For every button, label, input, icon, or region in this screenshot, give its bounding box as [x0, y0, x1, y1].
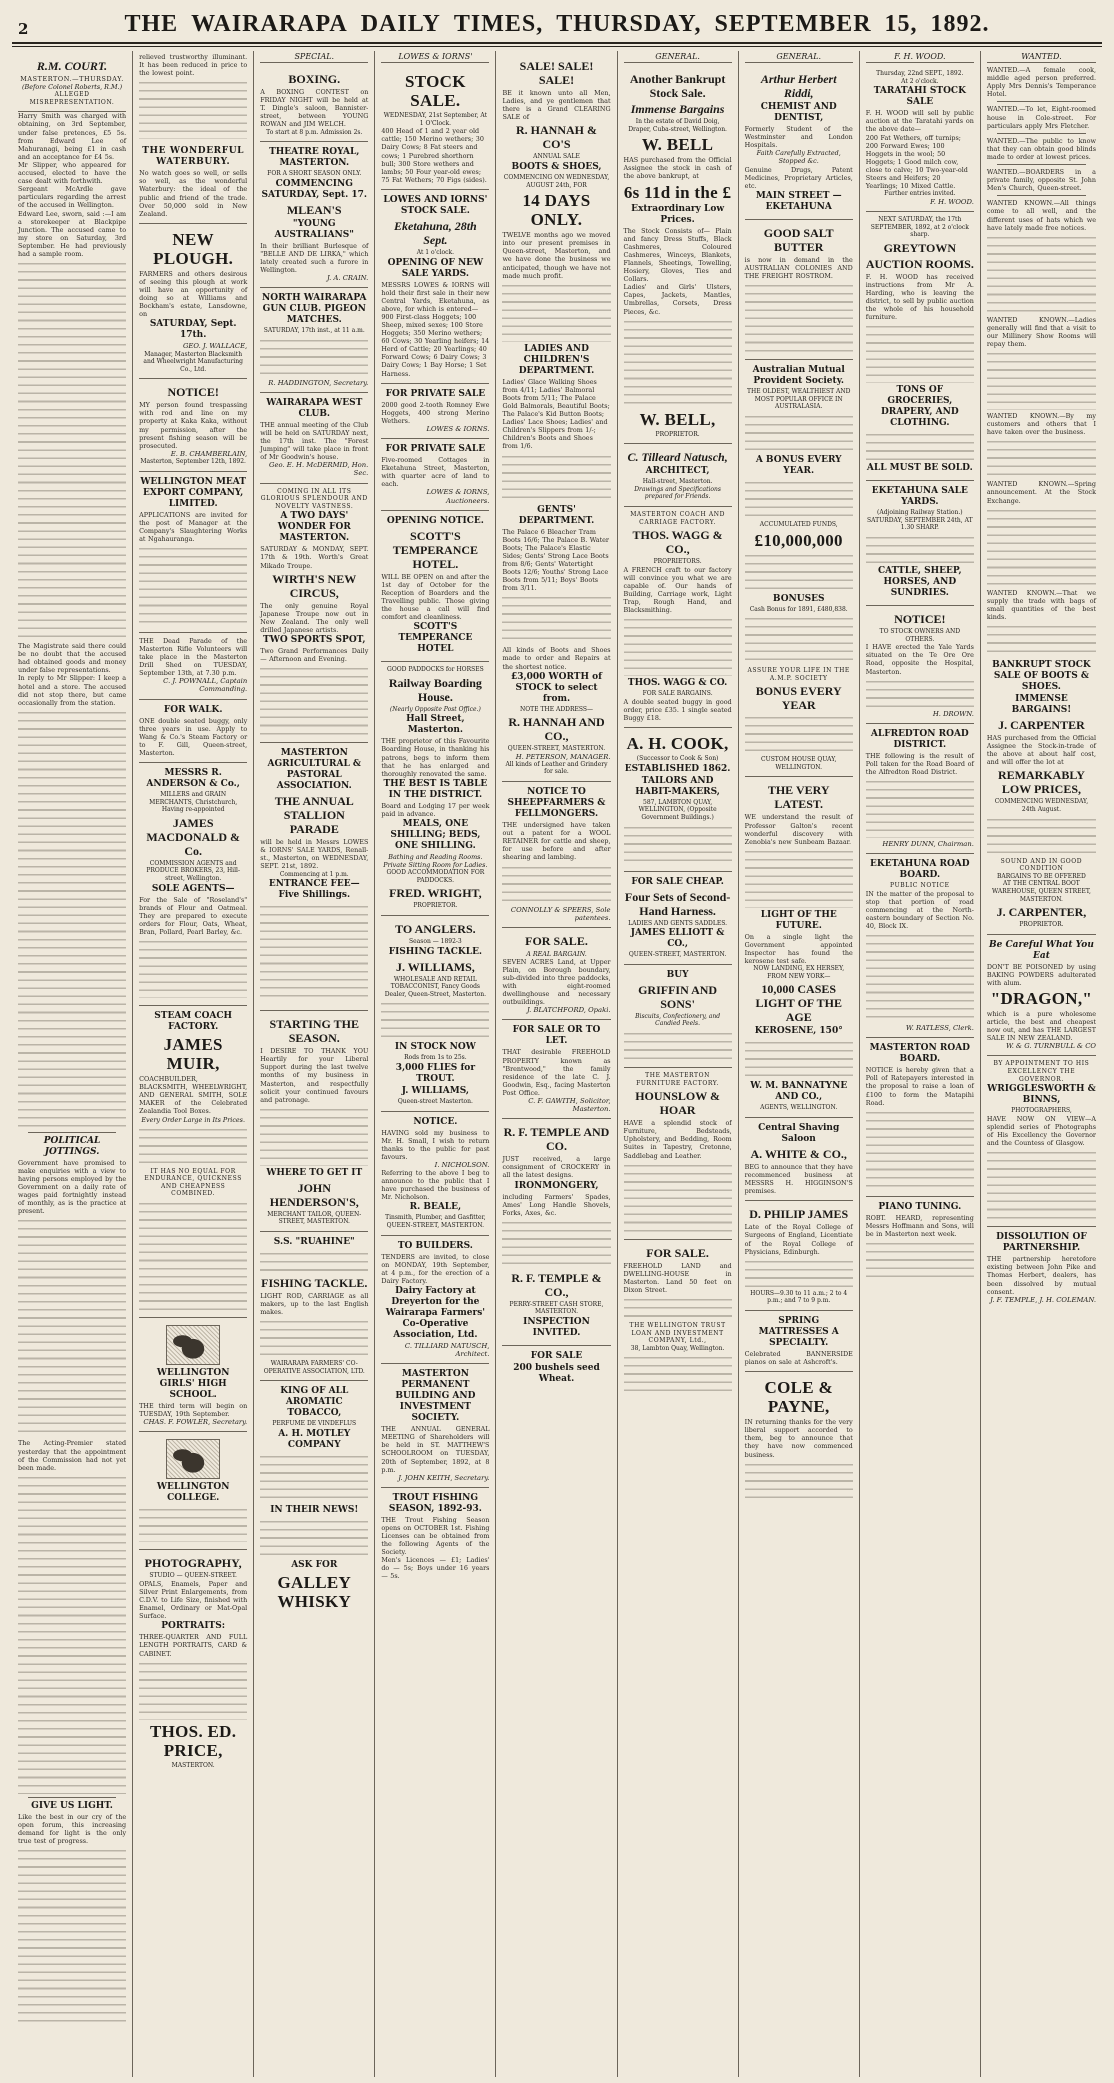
masthead: [12, 10, 1102, 44]
eketahuna-stock-sale-ad: LOWES AND IORNS' STOCK SALE. Eketahuna, 28th Sept. At 1 o'clock. OPENING OF NEW SALE YARDS. MESSRS LOWES & IORNS will hold their first sale in their new Central Yards, Eketahuna, as above, for which is entered— 900 First-class Hoggets; 100 Sheep, mixed sexes; 100 Store Hoggets; 350 Merino wethers; 60 Cows; 30 Yearling heifers; 14 Herd of Cattle; 20 Yearlings; 40 Forward Cows; 6 Dairy Cows; 3 Dairy Cows; 1 Bay Horse; 1 Set Harness.: [381, 190, 489, 384]
scotts-hotel-ad: OPENING NOTICE. SCOTT'S TEMPERANCE HOTEL. WILL BE OPEN on and after the 1st day of October for the Reception of Boarders and the Travelling public. Those giving the house a call will find comfort and cleanliness. SCOTT'S TEMPERANCE HOTEL: [381, 511, 489, 663]
tobacco-ad: KING OF ALL AROMATIC TOBACCO, PERFUME DE VINDEFLUS A. H. MOTLEY COMPANY IN THEIR NEWS! ASK FOR GALLEY WHISKY: [260, 1381, 368, 1618]
column-7: [739, 51, 860, 2077]
column-2: relieved trustworthy illuminant. It has been reduced in price to the lowest point. THE WONDERFUL WATERBURY. No watch goes so well, or sells so well, as the wonderful Waterbury: the ideal of the public and friend of the trade. Over 50,000 sold in New Zealand. NEW PLOUGH. FARMERS and others desirous of seeing this plough at work will have an opportunity of doing so at Williams and Bockham's estate, Lansdowne, on SATURDAY, Sept. 17th. GEO. J. WALLACE, Manager, Masterton Blacksmith and Wheelwright Manufacturing Co., Ltd. NOTICE! MY person found trespassing with rod and line on my property at Kaka Kaka, without my permission, after the present fishing season will be prosecuted. E. B. CHAMBERLAIN, Masterton, September 12th, 1892. WELLINGTON MEAT EXPORT COMPANY, LIMITED. APPLICATIONS are invited for the post of Manager at the Company's Slaughtering Works at Ngahauranga. THE Dead Parade of the Masterton Rifle Volunteers will take place in the Masterton Drill Shed on TUESDAY, September 13th, at 7.30 p.m. C. J. POWNALL, Captain Commanding. FOR WALK. ONE double seated buggy, only three years in use. Apply to Wang & Co.'s Steam Factory or to F. Gill, Queen-street, Masterton. MESSRS R. ANDERSON & Co., MILLERS and GRAIN MERCHANTS, Christchurch, Having re-appointed JAMES MACDONALD & Co. COMMISSION AGENTS and PRODUCE BROKERS, 23, Hill-street, Wellington. SOLE AGENTS— For the Sale of "Roseland's" brands of Flour and Oatmeal. They are prepared to execute orders for Flour, Oats, Wheat, Bran, Pollard, Pearl Barley, &c. STEAM COACH FACTORY. JAMES MUIR, COACHBUILDER, BLACKSMITH, WHEELWRIGHT, AND GENERAL SMITH, SOLE MAKER of the Celebrated Zealandia Tool Boxes. Every Order Large in Its Prices. IT HAS NO EQUAL FOR ENDURANCE, QUICKNESS AND CHEAPNESS COMBINED. WELLINGTON GIRLS' HIGH SCHOOL. THE third term will begin on TUESDAY, 19th September. CHAS. F. FOWLER, Secretary. WELLINGTON COLLEGE. PHOTOGRAPHY, STUDIO — QUEEN-STREET. OPALS, Enamels, Paper and Silver Print Enlargements, from C.D.V. to Life Size, finished with Enamel, Ordinary or Mat-Opal Surface. PORTRAITS: THREE-QUARTER AND FULL LENGTH PORTRAITS, CARD & CABINET. THOS. ED. PRICE, MASTERTON.: [133, 51, 254, 2077]
column-9: [981, 51, 1102, 2077]
meat-export-ad: WELLINGTON MEAT EXPORT COMPANY, LIMITED. APPLICATIONS are invited for the post of Manager at the Company's Slaughtering Works at Ngahauranga.: [139, 472, 247, 633]
give-us-light-title: GIVE US LIGHT.: [31, 1800, 113, 1811]
column-heading: SPECIAL.: [260, 53, 368, 63]
bankrupt-stock-ad: Another Bankrupt Stock Sale. Immense Bargains In the estate of David Doig, Draper, Cuba-street, Wellington. W. BELL HAS purchased from the Official Assignee the stock in cash of the above bankrupt, at 6s 11d in the £ Extraordinary Low Prices. The Stock Consists of— Plain and fancy Dress Stuffs, Black Cashmeres, Coloured Cashmeres, Winceys, Blankets, Flannels, Sheetings, Towelling, Hosiery, Gloves, Ties and Collars. Ladies' and Girls' Ulsters, Capes, Jackets, Mantles, Umbrellas, Corsets, Dress Pieces, &c. W. BELL, PROPRIETOR.: [624, 66, 732, 444]
wanted-notice: WANTED KNOWN.—By my customers and others that I have taken over the business.: [986, 412, 1096, 437]
trespass-notice: NOTICE! MY person found trespassing with rod and line on my property at Kaka Kaka, without my permission, after the present fishing season will be prosecuted. E. B. CHAMBERLAIN, Masterton, September 12th, 1892.: [139, 379, 247, 471]
nicholson-notice: NOTICE. HAVING sold my business to Mr. H. Small, I wish to return thanks to the public for past favours. I. NICHOLSON. Referring to the above I beg to announce to the public that I have purchased the business of Mr. Nicholson. R. BEALE, Tinsmith, Plumber, and Gasfitter, QUEEN-STREET, MASTERTON.: [381, 1112, 489, 1236]
column-1: R.M. COURT. MASTERTON.—THURSDAY. (Before Colonel Roberts, R.M.) ALLEGED MISREPRESENTATION. Harry Smith was charged with obtaining, on 3rd September, under false pretences, £5 5s. from Edward Lee of Mahuranagi, being £1 in cash and an acceptance for £4 5s. Mr Slipper, who appeared for accused, elected to have the case dealt with forthwith. Sergeant McArdle gave particulars regarding the arrest of the accused in Wellington. Edward Lee, sworn, said :—I am a storekeeper at Blackpipe Junction. The accused came to my store on Saturday, 3rd September. He had previously had a sample room. The Magistrate said there could be no doubt that the accused had obtained goods and money under false representations. In reply to Mr Slipper: I keep a hotel and a store. The accused did not stop there, but came occasionally from the station. POLITICAL JOTTINGS. Government have promised to make enquiries with a view to having persons employed by the Government on a daily rate of wages paid fortnightly instead of monthly, as is the practice at present. The Acting-Premier stated yesterday that the appointment of the Commission had not yet been made. GIVE US LIGHT. Like the best in our cry of the open forum, this increasing demand for light is the only true test of progress.: [12, 51, 133, 2077]
columns: [12, 51, 1102, 2077]
piano-tuning-ad: PIANO TUNING. ROBT. HEARD, representing Messrs Hoffmann and Sons, will be in Masterton next week.: [866, 1197, 974, 1287]
political-jottings-title: POLITICAL JOTTINGS.: [43, 1135, 101, 1157]
stallion-parade-ad: MASTERTON AGRICULTURAL & PASTORAL ASSOCIATION. THE ANNUAL STALLION PARADE will be held in Messrs LOWES & IORNS' SALE YARDS, Renall-st., Masterton, on WEDNESDAY, SEPT. 21st, 1892. Commencing at 1 p.m. ENTRANCE FEE—Five Shillings.: [260, 743, 368, 1011]
cook-tailors-ad: A. H. COOK, (Successor to Cook & Son) ESTABLISHED 1862. TAILORS AND HABIT-MAKERS, 587, LAMBTON QUAY, WELLINGTON, (Opposite Government Buildings.): [624, 728, 732, 871]
anglers-ad: TO ANGLERS. Season — 1892-3 FISHING TACKLE. J. WILLIAMS, WHOLESALE AND RETAIL TOBACCONIST, Fancy Goods Dealer, Queen-Street, Masterton. IN STOCK NOW Rods from 1s to 25s. 3,000 FLIES for TROUT. J. WILLIAMS, Queen-street Masterton.: [381, 916, 489, 1112]
shaving-saloon-ad: Central Shaving Saloon A. WHITE & CO., BEG to announce that they have recommenced business at MESSRS H. HIGGINSON'S premises.: [745, 1118, 853, 1201]
for-walk-ad: FOR WALK. ONE double seated buggy, only three years in use. Apply to Wang & Co.'s Steam Factory or to F. Gill, Queen-street, Masterton.: [139, 700, 247, 763]
greytown-auction-ad: NEXT SATURDAY, the 17th SEPTEMBER, 1892, at 2 o'clock sharp. GREYTOWN AUCTION ROOMS. F. H. WOOD has received instructions from Mr A. Harding, who is leaving the district, to sell by public auction the whole of his household furniture. TONS OF GROCERIES, DRAPERY, AND CLOTHING. ALL MUST BE SOLD.: [866, 212, 974, 481]
crest-image: [166, 1439, 220, 1479]
girls-high-school-ad: WELLINGTON GIRLS' HIGH SCHOOL. THE third term will begin on TUESDAY, 19th September. CHAS. F. FOWLER, Secretary.: [139, 1318, 247, 1432]
court-paragraph: Harry Smith was charged with obtaining, on 3rd September, under false pretences, £5 5s. from Edward Lee of Mahuranagi, being £1 in cash and an acceptance for £4 5s.: [18, 112, 127, 161]
court-report: R.M. COURT. MASTERTON.—THURSDAY. (Before Colonel Roberts, R.M.) ALLEGED MISREPRESENTATION.: [18, 53, 126, 112]
new-plough-ad: NEW PLOUGH. FARMERS and others desirous of seeing this plough at work will have an opportunity of doing so at Williams and Bockham's estate, Lansdowne, on SATURDAY, Sept. 17th. GEO. J. WALLACE, Manager, Masterton Blacksmith and Wheelwright Manufacturing Co., Ltd.: [139, 224, 247, 379]
page-number: 2: [18, 20, 29, 38]
wanted-notice: WANTED.—The public to know that they can obtain good blinds made to order at lowest prices.: [986, 136, 1096, 161]
seed-wheat-ad: FOR SALE 200 bushels seed Wheat.: [513, 1350, 600, 1384]
carpenter-bankrupt-ad: BANKRUPT STOCK SALE OF BOOTS & SHOES. IMMENSE BARGAINS! J. CARPENTER HAS purchased from the Official Assignee the Stock-in-trade of the above at about half cost, and will offer the lot at REMARKABLY LOW PRICES, COMMENCING WEDNESDAY, 24th August. SOUND AND IN GOOD CONDITION BARGAINS TO BE OFFERED AT THE CENTRAL BOOT WAREHOUSE, QUEEN STREET, MASTERTON. J. CARPENTER, PROPRIETOR.: [987, 655, 1096, 935]
column-heading: GENERAL.: [624, 53, 732, 63]
circus-ad: COMING IN ALL ITS GLORIOUS SPLENDOUR AND NOVELTY VASTNESS. A TWO DAYS' WONDER FOR MASTERTON. SATURDAY & MONDAY, SEPT. 17th & 19th. Worth's Great Mikado Troupe. WIRTH'S NEW CIRCUS, The only genuine Royal Japanese Troupe now out in New Zealand. The only well drilled Japanese artists. TWO SPORTS SPOT, Two Grand Performances Daily — Afternoon and Evening.: [260, 484, 368, 744]
steam-coach-ad: STEAM COACH FACTORY. JAMES MUIR, COACHBUILDER, BLACKSMITH, WHEELWRIGHT, AND GENERAL SMITH, SOLE MAKER of the Celebrated Zealandia Tool Boxes. Every Order Large in Its Prices. IT HAS NO EQUAL FOR ENDURANCE, QUICKNESS AND CHEAPNESS COMBINED.: [139, 1006, 247, 1318]
salt-butter-ad: GOOD SALT BUTTER is now in demand in the AUSTRALIAN COLONIES AND THE FREIGHT ROSTROM.: [745, 220, 853, 360]
photography-ad: PHOTOGRAPHY, STUDIO — QUEEN-STREET. OPALS, Enamels, Paper and Silver Print Enlargements, from C.D.V. to Life Size, finished with Enamel, Ordinary or Mat-Opal Surface. PORTRAITS: THREE-QUARTER AND FULL LENGTH PORTRAITS, CARD & CABINET. THOS. ED. PRICE, MASTERTON.: [139, 1556, 248, 1769]
theatre-royal-ad: THEATRE ROYAL, MASTERTON. FOR A SHORT SEASON ONLY. COMMENCING SATURDAY, Sept. 17. MLEAN'S "YOUNG AUSTRALIANS" In their brilliant Burlesque of "BELLE AND DE LIRKA," which lately created such a furore in Wellington. J. A. CRAIN.: [260, 142, 368, 288]
wanted-notice: WANTED KNOWN.—Ladies generally will find that a visit to our Millinery Show Rooms will repay them.: [986, 315, 1096, 348]
wanted-notice: WANTED.—A female cook, middle aged person preferred. Apply Mrs Dennis's Temperance Hotel.: [986, 66, 1096, 99]
trout-fishing-ad: TROUT FISHING SEASON, 1892-93. THE Trout Fishing Season opens on OCTOBER 1st. Fishing Licenses can be obtained from the following Agents of the Society. Men's Licences — £1; Ladies' do — 5s; Boys under 16 years — 5s.: [381, 1492, 490, 1581]
column-4: [375, 51, 496, 2077]
column-8: [860, 51, 981, 2077]
private-sale-ad-2: FOR PRIVATE SALE Five-roomed Cottages in Eketahuna Street, Masterton, with quarter acre of land to each. LOWES & IORNS, Auctioneers.: [381, 439, 489, 511]
kerosene-ad: THE VERY LATEST. WE understand the result of Professor Galton's recent wonderful discovery with Zenobia's new Sunbeam Bazaar. LIGHT OF THE FUTURE. On a single light the Government appointed Inspector has found the kerosene test safe. NOW LANDING, EX HERSEY, FROM NEW YORK— 10,000 CASES LIGHT OF THE AGE KEROSENE, 150° W. M. BANNATYNE AND CO., AGENTS, WELLINGTON.: [745, 777, 853, 1118]
land-for-sale-ad: FOR SALE. A REAL BARGAIN. SEVEN ACRES Land, at Upper Plain, on Borough boundary, sub-divided into three paddocks, with eight-roomed dwellinghouse and necessary outbuildings. J. BLATCHFORD, Opaki.: [502, 928, 610, 1021]
wanted-notice: WANTED KNOWN.—Spring announcement. At the Stock Exchange.: [986, 480, 1096, 505]
sheepfarmers-notice: NOTICE TO SHEEPFARMERS & FELLMONGERS. THE undersigned have taken out a patent for a WOOL RETAINER for cattle and sheep, for use before and after shearing and lambing. CONNOLLY & SPEERS, Sole patentees.: [502, 782, 610, 928]
column-heading: LOWES & IORNS': [381, 53, 489, 63]
photographers-ad: BY APPOINTMENT TO HIS EXCELLENCY THE GOVERNOR. WRIGGLESWORTH & BINNS, PHOTOGRAPHERS, HAVE NOW ON VIEW—A splendid series of Photographs of His Excellency the Governor and the Countess of Glasgow.: [987, 1056, 1096, 1227]
spring-mattresses-ad: SPRING MATTRESSES A SPECIALTY. Celebrated BANNERSIDE pianos on sale at Ashcroft's.: [745, 1311, 853, 1372]
harness-sale-ad: FOR SALE CHEAP. Four Sets of Second-Hand Harness. LADIES AND GENTS SADDLES. JAMES ELLIOTT & CO., QUEEN-STREET, MASTERTON.: [624, 872, 732, 965]
column-3: [254, 51, 375, 2077]
coach-factory-ad: MASTERTON COACH AND CARRIAGE FACTORY. THOS. WAGG & CO., PROPRIETORS. A FRENCH craft to our factory will convince you what we are capable of. Our hands of Building, Carriage work, Light Trap, Rough Hand, and Blacksmithing. THOS. WAGG & CO. FOR SALE BARGAINS. A double seated buggy in good order, price £35. 1 single seated Buggy £18.: [624, 507, 732, 728]
west-club-ad: WAIRARAPA WEST CLUB. THE annual meeting of the Club will be held on SATURDAY next, the 17th inst. The "Forest Jumping" will take place in front of Mr Goodwin's house. Geo. E. H. McDERMID, Hon. Sec.: [260, 393, 368, 484]
private-sale-ad: FOR PRIVATE SALE 2000 good 2-tooth Romney Ewe Hoggets, 400 strong Merino Wethers. LOWES & IORNS.: [381, 384, 489, 439]
alfredton-poll-notice: ALFREDTON ROAD DISTRICT. THE following is the result of Poll taken for the Road Board of the Alfredton Road District. HENRY DUNN, Chairman.: [866, 724, 974, 854]
masterton-road-board-notice: MASTERTON ROAD BOARD. NOTICE is hereby given that a Poll of Ratepayers interested in the proposal to raise a loan of £100 to form the Matapihi Road.: [866, 1038, 974, 1196]
wanted-notice: WANTED KNOWN.—That we supply the trade with bags of small quantities of the best kinds.: [986, 588, 1096, 621]
freehold-sale-ad: FOR SALE. FREEHOLD LAND and DWELLING-HOUSE in Masterton. Land 50 feet on Dixon Street. THE WELLINGTON TRUST LOAN AND INVESTMENT COMPANY, Ltd., 38, Lambton Quay, Wellington.: [624, 1240, 732, 1402]
cole-payne-ad: COLE & PAYNE, IN returning thanks for the very liberal support accorded to them, beg to announce that they have now commenced business.: [745, 1372, 853, 1507]
riddi-chemist-ad: Arthur Herbert Riddi, CHEMIST AND DENTIST, Formerly Student of the Westminster and London Hospitals. Faith Carefully Extracted, Stopped &c. Genuine Drugs, Patent Medicines, Proprietary Articles, etc. MAIN STREET — EKETAHUNA: [745, 66, 853, 220]
rifle-volunteers-notice: THE Dead Parade of the Masterton Rifle Volunteers will take place in the Masterton Drill Shed on TUESDAY, September 13th, at 7.30 p.m. C. J. POWNALL, Captain Commanding.: [139, 633, 247, 700]
wanted-notice: WANTED KNOWN.—All things come to all well, and the different uses of hats which we have lately made free notices.: [986, 199, 1096, 232]
waterbury-ad: THE WONDERFUL WATERBURY. No watch goes so well, or sells so well, as the wonderful Waterbury: the ideal of the public and friend of the trade. Over 50,000 sold in New Zealand.: [139, 141, 247, 224]
macdonald-ad: MESSRS R. ANDERSON & Co., MILLERS and GRAIN MERCHANTS, Christchurch, Having re-appointed JAMES MACDONALD & Co. COMMISSION AGENTS and PRODUCE BROKERS, 23, Hill-street, Wellington. SOLE AGENTS— For the Sale of "Roseland's" brands of Flour and Oatmeal. They are prepared to execute orders for Flour, Oats, Wheat, Bran, Pollard, Pearl Barley, &c.: [139, 763, 247, 1006]
hannah-sale-ad: SALE! SALE! SALE! BE it known unto all Men, Ladies, and ye gentlemen that there is a Grand CLEARING SALE of R. HANNAH & CO'S ANNUAL SALE BOOTS & SHOES, COMMENCING ON WEDNESDAY, AUGUST 24th, FOR 14 DAYS ONLY. TWELVE months ago we moved into our present premises in Queen-street, Masterton, and we have done the business we anticipated, though we have not made much profit. LADIES AND CHILDREN'S DEPARTMENT. Ladies' Glace Walking Shoes from 4/11; Ladies' Balmoral Boots from 5/11; The Palace Gold Balmorals, Beautiful Boots; The Palace's Kid Button Boots; Ladies' Lace Shoes; Ladies' and Children's Slippers from 1/-; Children's Boots and Shoes from 1/6. GENTS' DEPARTMENT. The Palace 6 Bleacher Tram Boots 16/6; The Palace B. Water Boots; The Palace's Elastic Sides; Gents' Strong Lace Boots from 8/6; Gents' Watertight Boots 12/6; Youths' Strong Lace Boots from 5/11; Boys' Boots from 3/11. All kinds of Boots and Shoes made to order and Repairs at the shortest notice. £3,000 WORTH of STOCK to select from. NOTE THE ADDRESS— R. HANNAH AND CO., QUEEN-STREET, MASTERTON. H. PETERSON, MANAGER. All kinds of Leather and Grindery for sale.: [502, 53, 610, 782]
railway-boarding-house-ad: GOOD PADDOCKS for HORSES Railway Boarding House. (Nearly Opposite Post Office.) Hall Street, Masterton. THE proprietor of this Favourite Boarding House, in thanking his patrons, begs to inform them that he has enlarged and thoroughly renovated the same. THE BEST IS TABLE IN THE DISTRICT. Board and Lodging 17 per week paid in advance. MEALS, ONE SHILLING; BEDS, ONE SHILLING. Bathing and Reading Rooms. Private Sitting Room for Ladies. GOOD ACCOMMODATION FOR PADDOCKS. FRED. WRIGHT, PROPRIETOR.: [381, 662, 489, 916]
column-6: [618, 51, 739, 2077]
griffin-biscuits-ad: BUY GRIFFIN AND SONS' Biscuits, Confectionery, and Candied Peels.: [624, 965, 732, 1068]
column-heading: GENERAL.: [745, 53, 853, 63]
dr-james-ad: D. PHILIP JAMES Late of the Royal College of Surgeons of England, Licentiate of the Royal College of Physicians, Edinburgh. HOURS—9.30 to 11 a.m.; 2 to 4 p.m.; and 7 to 9 p.m.: [745, 1201, 853, 1311]
ruahine-ad: S.S. "RUAHINE" FISHING TACKLE. LIGHT ROD, CARRIAGE as all makers, up to the last English makes. WAIRARAPA FARMERS' CO-OPERATIVE ASSOCIATION, LTD.: [260, 1232, 368, 1381]
wanted-notice: WANTED.—To let, Eight-roomed house in Cole-street. For particulars apply Mrs Fletcher.: [986, 105, 1096, 130]
stock-owners-notice: NOTICE! TO STOCK OWNERS AND OTHERS. I HAVE erected the Yale Yards situated on the Te Ore Ore Road, opposite the Hospital, Masterton. H. DROWN.: [866, 606, 974, 724]
builders-tender-ad: TO BUILDERS. TENDERS are invited, to close on MONDAY, 19th September, at 4 p.m., for the erection of a Dairy Factory. Dairy Factory at Dreyerton for the Wairarapa Farmers' Co-Operative Association, Ltd. C. TILLIARD NATUSCH, Architect.: [381, 1236, 489, 1365]
dragon-baking-powder-ad: Be Careful What You Eat DON'T BE POISONED by using BAKING POWDERS adulterated with alum. "DRAGON," which is a pure wholesome article, the best and cheapest now out, and has THE LARGEST SALE IN NEW ZEALAND. W. & G. TURNBULL & CO: [987, 935, 1096, 1057]
stock-sale-ad: STOCK SALE. WEDNESDAY, 21st September, At 1 O'Clock. 400 Head of 1 and 2 year old cattle; 150 Merino wethers; 30 Dairy Cows; 8 Fat steers and cows; 1 Purebred shorthorn bull; 300 Store wethers and lambs; 50 Four year-old ewes; 75 Fat Wethers; 70 Figs (sides).: [381, 66, 489, 190]
column-heading: F. H. WOOD.: [866, 53, 974, 63]
furniture-factory-ad: THE MASTERTON FURNITURE FACTORY. HOUNSLOW & HOAR HAVE a splendid stock of Furniture, Bedsteads, Upholstery, and Bedding, Room Suites in Tapestry, Cretonne, Saddlebag and Leather.: [624, 1068, 732, 1240]
boxing-ad: BOXING. A BOXING CONTEST on FRIDAY NIGHT will be held at T. Dingle's saloon, Bannister-street, between YOUNG ROWAN and JIM WELCH. To start at 8 p.m. Admission 2s.: [260, 66, 368, 142]
gun-club-ad: NORTH WAIRARAPA GUN CLUB. PIGEON MATCHES. SATURDAY, 17th inst., at 11 a.m. R. HADDINGTON, Secretary.: [260, 288, 368, 393]
amp-society-ad: Australian Mutual Provident Society. THE OLDEST, WEALTHIEST AND MOST POPULAR OFFICE IN AUSTRALASIA. A BONUS EVERY YEAR. ACCUMULATED FUNDS, £10,000,000 BONUSES Cash Bonus for 1891, £480,838. ASSURE YOUR LIFE IN THE A.M.P. SOCIETY BONUS EVERY YEAR CUSTOM HOUSE QUAY, WELLINGTON.: [745, 360, 853, 777]
taratahi-sale-ad: Thursday, 22nd SEPT., 1892. At 2 o'clock. TARATAHI STOCK SALE F. H. WOOD will sell by public auction at the Taratahi yards on the above date— 200 Fat Wethers, off turnips; 200 Forward Ewes; 100 Hoggets in the wool; 50 Hoggets; 1 Good milch cow, close to calve; 10 Two-year-old Steers and Heifers; 20 Yearlings; 10 Mixed Cattle. Further entries invited. F. H. WOOD.: [866, 66, 974, 212]
starting-season-ad: STARTING THE SEASON. I DESIRE TO THANK YOU Heartily for your Liberal Support during the last twelve months of my business in Masterton, and respectfully solicit your continued favours and patronage. WHERE TO GET IT JOHN HENDERSON'S, MERCHANT TAILOR, QUEEN-STREET, MASTERTON.: [260, 1011, 368, 1232]
building-society-ad: MASTERTON PERMANENT BUILDING AND INVESTMENT SOCIETY. THE ANNUAL GENERAL MEETING of Shareholders will be held in ST. MATTHEW'S SCHOOLROOM on TUESDAY, 20th of September, 1892, at 8 p.m. J. JOHN KEITH, Secretary.: [381, 1364, 489, 1488]
crest-image: [166, 1325, 220, 1365]
natusch-architect-ad: C. Tilleard Natusch, ARCHITECT, Hall-street, Masterton. Drawings and Specifications prepared for Friends.: [624, 444, 732, 507]
eketahuna-sale-yards-ad: EKETAHUNA SALE YARDS. (Adjoining Railway Station.) SATURDAY, SEPTEMBER 24th, AT 1.30 SHARP. CATTLE, SHEEP, HORSES, AND SUNDRIES.: [866, 481, 974, 606]
newspaper-title: THE WAIRARAPA DAILY TIMES, THURSDAY, SEPTEMBER 15, 1892.: [124, 11, 990, 37]
brentwood-sale-ad: FOR SALE OR TO LET. THAT desirable FREEHOLD PROPERTY known as "Brentwood," the family residence of the late C. J. Goodwin, Esq., facing Masterton Post Office. C. F. GAWITH, Solicitor, Masterton.: [502, 1020, 610, 1119]
wanted-notice: WANTED.—BOARDERS in a private family, opposite St. John Men's Church, Queen-street.: [986, 168, 1096, 193]
eketahuna-road-board-notice: EKETAHUNA ROAD BOARD. PUBLIC NOTICE IN the matter of the proposal to stop that portion of road commencing at the North-eastern boundary of Section No. 40, Block IX. W. RATLESS, Clerk.: [866, 854, 974, 1038]
dissolution-notice: DISSOLUTION OF PARTNERSHIP. THE partnership heretofore existing between John Pike and Thomas Herbert, dealers, has been dissolved by mutual consent. J. F. TEMPLE, J. H. COLEMAN.: [986, 1232, 1096, 1304]
wellington-college-ad: WELLINGTON COLLEGE.: [139, 1432, 247, 1550]
column-5: [496, 51, 617, 2077]
column-heading: WANTED.: [987, 53, 1096, 63]
temple-crockery-ad: R. F. TEMPLE AND CO. JUST received, a large consignment of CROCKERY in all the latest designs. IRONMONGERY, including Farmers' Spades, Ames' Long Handle Shovels, Forks, Axes, &c. R. F. TEMPLE & CO., PERRY-STREET CASH STORE, MASTERTON. INSPECTION INVITED.: [502, 1119, 610, 1346]
